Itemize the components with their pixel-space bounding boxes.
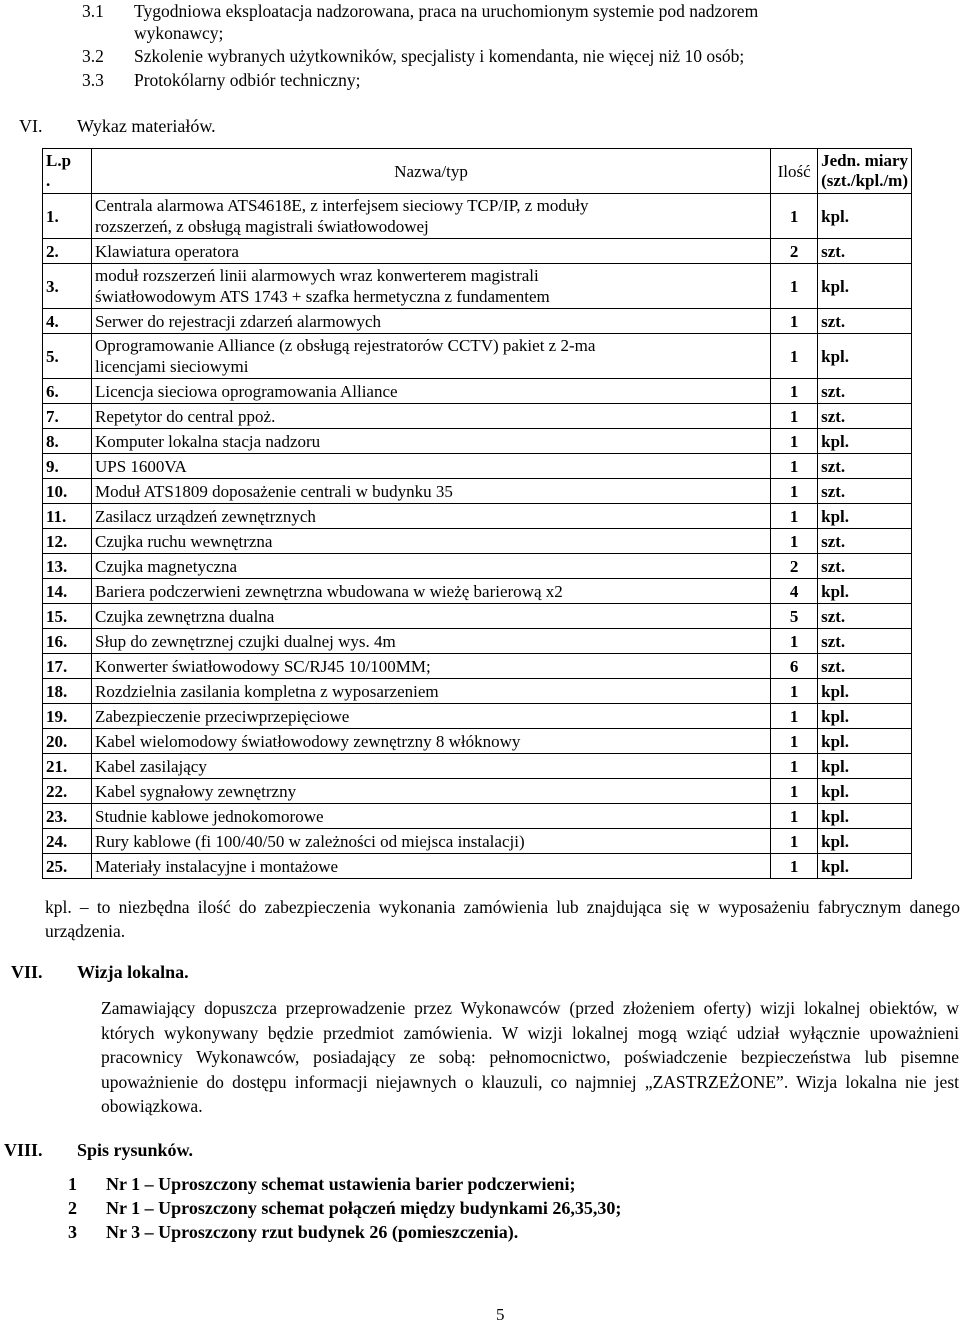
cell-name	[92, 704, 771, 729]
cell-unit: kpl.	[818, 504, 912, 529]
cell-unit: szt.	[818, 529, 912, 554]
cell-name	[92, 454, 771, 479]
cell-unit: kpl.	[818, 804, 912, 829]
cell-name-line: Licencja sieciowa oprogramowania Alliance	[95, 381, 398, 401]
cell-name-line: rozszerzeń, z obsługą magistrali światłowodowej	[95, 217, 429, 236]
cell-name-line: Studnie kablowe jednokomorowe	[95, 806, 324, 826]
list-item: wykonawcy;	[134, 23, 224, 43]
cell-qty: 1	[771, 404, 818, 429]
header-lp: L.p .	[43, 149, 92, 194]
cell-qty: 1	[771, 504, 818, 529]
cell-name	[92, 729, 771, 754]
section-heading-vi: VI. Wykaz materiałów.	[19, 116, 216, 136]
cell-name-line: Serwer do rejestracji zdarzeń alarmowych	[95, 311, 382, 331]
list-item: 3.1 Tygodniowa eksploatacja nadzorowana, praca na uruchomionym systemie pod nadzorem	[82, 1, 759, 21]
header-unit: Jedn. miary (szt./kpl./m)	[818, 149, 912, 194]
cell-lp: 4.	[43, 309, 92, 334]
cell-lp: 25.	[43, 854, 92, 879]
cell-lp: 7.	[43, 404, 92, 429]
cell-name-line: Oprogramowanie Alliance (z obsługą rejestratorów CCTV) pakiet z 2-ma	[95, 336, 596, 355]
cell-name	[92, 194, 771, 239]
cell-name	[92, 309, 771, 334]
table-row	[43, 729, 912, 754]
cell-unit: kpl.	[818, 579, 912, 604]
cell-qty: 2	[771, 239, 818, 264]
cell-qty: 1	[771, 529, 818, 554]
table-row	[43, 604, 912, 629]
cell-unit: kpl.	[818, 829, 912, 854]
cell-name	[92, 829, 771, 854]
table-row	[43, 754, 912, 779]
cell-qty: 5	[771, 604, 818, 629]
cell-name	[92, 479, 771, 504]
table-row	[43, 454, 912, 479]
cell-lp: 22.	[43, 779, 92, 804]
cell-lp: 13.	[43, 554, 92, 579]
cell-name-line: światłowodowym ATS 1743 + szafka hermetyczna z fundamentem	[95, 287, 550, 306]
cell-qty: 1	[771, 779, 818, 804]
table-row	[43, 504, 912, 529]
cell-qty: 1	[771, 679, 818, 704]
cell-qty: 1	[771, 334, 818, 379]
cell-lp: 5.	[43, 334, 92, 379]
table-row	[43, 404, 912, 429]
cell-name	[92, 404, 771, 429]
cell-lp: 12.	[43, 529, 92, 554]
cell-name-line: licencjami sieciowymi	[95, 357, 249, 376]
cell-lp: 9.	[43, 454, 92, 479]
table-row	[43, 829, 912, 854]
cell-unit: kpl.	[818, 264, 912, 309]
cell-name-line: Czujka zewnętrzna dualna	[95, 606, 275, 626]
cell-name	[92, 854, 771, 879]
cell-name-line: Moduł ATS1809 doposażenie centrali w budynku 35	[95, 481, 453, 501]
table-row	[43, 779, 912, 804]
figure-item: 3 Nr 3 – Uproszczony rzut budynek 26 (pomieszczenia).	[68, 1222, 519, 1242]
table-row	[43, 579, 912, 604]
cell-name-line: Zabezpieczenie przeciwprzepięciowe	[95, 706, 350, 726]
cell-name	[92, 679, 771, 704]
cell-lp: 18.	[43, 679, 92, 704]
cell-unit: szt.	[818, 239, 912, 264]
cell-name	[92, 579, 771, 604]
table-header-row	[43, 149, 912, 194]
cell-unit: kpl.	[818, 704, 912, 729]
cell-lp: 17.	[43, 654, 92, 679]
cell-qty: 1	[771, 454, 818, 479]
cell-unit: kpl.	[818, 679, 912, 704]
cell-unit: szt.	[818, 554, 912, 579]
cell-unit: szt.	[818, 479, 912, 504]
cell-name-line: Centrala alarmowa ATS4618E, z interfejsem sieciowy TCP/IP, z moduły	[95, 196, 589, 215]
cell-name-line: Czujka ruchu wewnętrzna	[95, 531, 273, 551]
figure-item: 2 Nr 1 – Uproszczony schemat połączeń między budynkami 26,35,30;	[68, 1198, 622, 1218]
cell-qty: 4	[771, 579, 818, 604]
cell-lp: 19.	[43, 704, 92, 729]
cell-qty: 1	[771, 704, 818, 729]
page-number: 5	[496, 1305, 505, 1324]
table-row	[43, 629, 912, 654]
cell-name-line: Rozdzielnia zasilania kompletna z wyposarzeniem	[95, 681, 439, 701]
cell-unit: szt.	[818, 604, 912, 629]
cell-name	[92, 779, 771, 804]
table-row	[43, 704, 912, 729]
cell-qty: 1	[771, 804, 818, 829]
cell-name	[92, 379, 771, 404]
cell-name	[92, 529, 771, 554]
cell-lp: 15.	[43, 604, 92, 629]
cell-name	[92, 554, 771, 579]
cell-name-line: Komputer lokalna stacja nadzoru	[95, 431, 321, 451]
cell-unit: kpl.	[818, 754, 912, 779]
table-row	[43, 479, 912, 504]
cell-qty: 1	[771, 264, 818, 309]
table-row	[43, 239, 912, 264]
table-row	[43, 379, 912, 404]
cell-unit: kpl.	[818, 779, 912, 804]
cell-qty: 1	[771, 309, 818, 334]
cell-lp: 10.	[43, 479, 92, 504]
list-item: 3.2 Szkolenie wybranych użytkowników, specjalisty i komendanta, nie więcej niż 10 osób;	[82, 46, 745, 66]
cell-qty: 6	[771, 654, 818, 679]
cell-qty: 1	[771, 194, 818, 239]
section-heading-vii: VII. Wizja lokalna.	[11, 962, 189, 982]
materials-table-body	[43, 194, 912, 879]
cell-unit: szt.	[818, 454, 912, 479]
cell-name-line: Kabel zasilający	[95, 756, 207, 776]
cell-qty: 1	[771, 629, 818, 654]
cell-lp: 1.	[43, 194, 92, 239]
note-paragraph: kpl. – to niezbędna ilość do zabezpieczenia wykonania zamówienia lub znajdująca się w wyposażeniu fabrycznym danego urządzenia.	[45, 897, 960, 941]
cell-qty: 2	[771, 554, 818, 579]
cell-name-line: Zasilacz urządzeń zewnętrznych	[95, 506, 316, 526]
cell-lp: 8.	[43, 429, 92, 454]
cell-name-line: moduł rozszerzeń linii alarmowych wraz konwerterem magistrali	[95, 266, 539, 285]
cell-unit: szt.	[818, 404, 912, 429]
list-item: 3.3 Protokólarny odbiór techniczny;	[82, 70, 361, 90]
cell-name-line: Czujka magnetyczna	[95, 556, 238, 576]
cell-name	[92, 754, 771, 779]
cell-qty: 1	[771, 479, 818, 504]
cell-name-line: Klawiatura operatora	[95, 241, 239, 261]
header-qty: Ilość	[771, 149, 818, 194]
table-row	[43, 429, 912, 454]
table-row	[43, 194, 912, 239]
cell-lp: 21.	[43, 754, 92, 779]
cell-lp: 3.	[43, 264, 92, 309]
cell-lp: 16.	[43, 629, 92, 654]
table-row	[43, 529, 912, 554]
table-row	[43, 654, 912, 679]
cell-unit: szt.	[818, 654, 912, 679]
cell-name	[92, 504, 771, 529]
cell-name-line: Kabel wielomodowy światłowodowy zewnętrzny 8 włóknowy	[95, 731, 521, 751]
cell-name-line: Materiały instalacyjne i montażowe	[95, 856, 339, 876]
cell-name	[92, 334, 771, 379]
cell-qty: 1	[771, 829, 818, 854]
cell-lp: 6.	[43, 379, 92, 404]
cell-name	[92, 239, 771, 264]
cell-unit: szt.	[818, 309, 912, 334]
cell-name-line: Kabel sygnałowy zewnętrzny	[95, 781, 297, 801]
site-visit-paragraph: Zamawiający dopuszcza przeprowadzenie przez Wykonawców (przed złożeniem oferty) wizji lokalnej obiektów, w których wykonywany będzie przedmiot zamówienia. W wizji lokalnej mogą wziąć udział wyłącznie upoważnieni pracownicy Wykonawców, posiadający ze sobą: pełnomocnictwo, poświadczenie bezpieczeństwa lub pisemne upoważnienie do dostępu informacji niejawnych o klauzuli, co najmniej „ZASTRZEŻONE”. Wizja lokalna nie jest obowiązkowa.	[101, 998, 959, 1116]
table-row	[43, 854, 912, 879]
cell-qty: 1	[771, 754, 818, 779]
cell-lp: 23.	[43, 804, 92, 829]
cell-unit: kpl.	[818, 854, 912, 879]
cell-name-line: UPS 1600VA	[95, 456, 187, 476]
cell-name-line: Repetytor do central ppoż.	[95, 406, 276, 426]
cell-lp: 11.	[43, 504, 92, 529]
table-row	[43, 804, 912, 829]
cell-unit: szt.	[818, 629, 912, 654]
cell-name-line: Konwerter światłowodowy SC/RJ45 10/100MM;	[95, 656, 431, 676]
cell-unit: kpl.	[818, 429, 912, 454]
cell-name	[92, 804, 771, 829]
cell-qty: 1	[771, 729, 818, 754]
figure-item: 1 Nr 1 – Uproszczony schemat ustawienia barier podczerwieni;	[68, 1174, 576, 1194]
cell-lp: 24.	[43, 829, 92, 854]
cell-lp: 14.	[43, 579, 92, 604]
cell-name-line: Rury kablowe (fi 100/40/50 w zależności od miejsca instalacji)	[95, 831, 525, 851]
cell-qty: 1	[771, 379, 818, 404]
cell-unit: kpl.	[818, 729, 912, 754]
materials-table	[42, 148, 912, 879]
cell-name	[92, 654, 771, 679]
cell-unit: kpl.	[818, 334, 912, 379]
table-row	[43, 679, 912, 704]
cell-qty: 1	[771, 429, 818, 454]
header-name: Nazwa/typ	[92, 149, 771, 194]
cell-name-line: Bariera podczerwieni zewnętrzna wbudowana w wieżę barierową x2	[95, 581, 563, 601]
cell-lp: 2.	[43, 239, 92, 264]
cell-name	[92, 264, 771, 309]
cell-name	[92, 629, 771, 654]
section-heading-viii: VIII. Spis rysunków.	[4, 1140, 194, 1160]
cell-unit: szt.	[818, 379, 912, 404]
cell-lp: 20.	[43, 729, 92, 754]
cell-name-line: Słup do zewnętrznej czujki dualnej wys. 4m	[95, 631, 396, 651]
cell-name	[92, 429, 771, 454]
table-row	[43, 334, 912, 379]
cell-unit: kpl.	[818, 194, 912, 239]
table-row	[43, 264, 912, 309]
table-row	[43, 309, 912, 334]
cell-name	[92, 604, 771, 629]
table-row	[43, 554, 912, 579]
cell-qty: 1	[771, 854, 818, 879]
